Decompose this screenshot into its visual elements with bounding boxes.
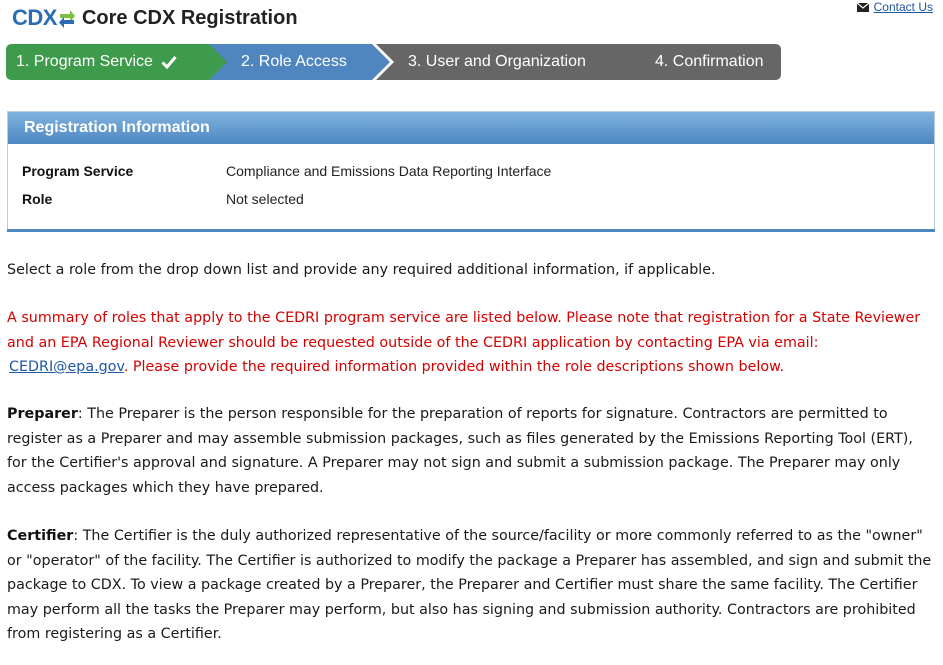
instruction-text: Select a role from the drop down list and provide any required additional information, if applicable. <box>7 262 716 278</box>
cedri-email-link[interactable]: CEDRI@epa.gov <box>9 359 124 375</box>
step-role-access[interactable] <box>209 44 390 80</box>
checkmark-icon <box>161 55 177 69</box>
step-3-label: 3. User and Organization <box>408 53 586 70</box>
header <box>12 4 298 32</box>
role-notice <box>7 306 937 380</box>
contact-us-link[interactable]: Contact Us <box>873 0 933 14</box>
info-value: Not selected <box>226 191 304 207</box>
cdx-logo[interactable] <box>12 5 76 31</box>
preparer-text: : The Preparer is the person responsible for the preparation of reports for signature. Contractors are permitted to register as a Preparer and may assemble submission packages, such as files generated by the Emissions Reporting Tool (ERT), for the Certifier's approval and signature. A Preparer may not sign and submit a submission package. The Preparer may only access packages which they have prepared. <box>7 406 913 496</box>
step-4-label: 4. Confirmation <box>655 53 764 70</box>
info-value: Compliance and Emissions Data Reporting Interface <box>226 163 552 179</box>
envelope-icon <box>857 3 869 12</box>
progress-steps <box>6 44 781 80</box>
step-user-organization[interactable] <box>376 44 647 80</box>
panel-bottom-border <box>7 229 935 232</box>
step-confirmation[interactable] <box>623 44 781 80</box>
info-label: Program Service <box>22 163 134 179</box>
step-program-service[interactable] <box>6 44 228 80</box>
certifier-description <box>7 524 937 647</box>
step-2-label: 2. Role Access <box>241 53 347 70</box>
logo-text: CDX <box>12 5 57 30</box>
preparer-term: Preparer <box>7 406 78 422</box>
preparer-description <box>7 402 937 500</box>
certifier-term: Certifier <box>7 528 74 544</box>
info-row-program-service <box>22 163 551 179</box>
info-label: Role <box>22 191 53 207</box>
notice-text-cont: . Please provide the required information provided within the role descriptions shown below. <box>123 359 785 375</box>
notice-text: A summary of roles that apply to the CEDRI program service are listed below. Please note that registration for a State Reviewer and an EPA Regional Reviewer should be requested outside of the CEDRI application by contacting EPA via email: <box>7 310 921 351</box>
info-row-role <box>22 191 304 207</box>
contact-us[interactable] <box>857 0 933 14</box>
registration-info-panel <box>7 111 935 232</box>
certifier-text: : The Certifier is the duly authorized representative of the source/facility or more commonly referred to as the "owner" or "operator" of the facility. The Certifier is authorized to modify the package a Preparer has assembled, and sign and submit the package to CDX. To view a package created by a Preparer, the Preparer and Certifier must share the same facility. The Certifier may perform all the tasks the Preparer may perform, but also has signing and submission authority. Contractors are prohibited from registering as a Certifier. <box>7 528 932 642</box>
page-title: Core CDX Registration <box>81 6 298 29</box>
logo-arrow-icon <box>58 8 76 28</box>
step-1-label: 1. Program Service <box>16 53 153 70</box>
panel-heading: Registration Information <box>8 112 934 144</box>
